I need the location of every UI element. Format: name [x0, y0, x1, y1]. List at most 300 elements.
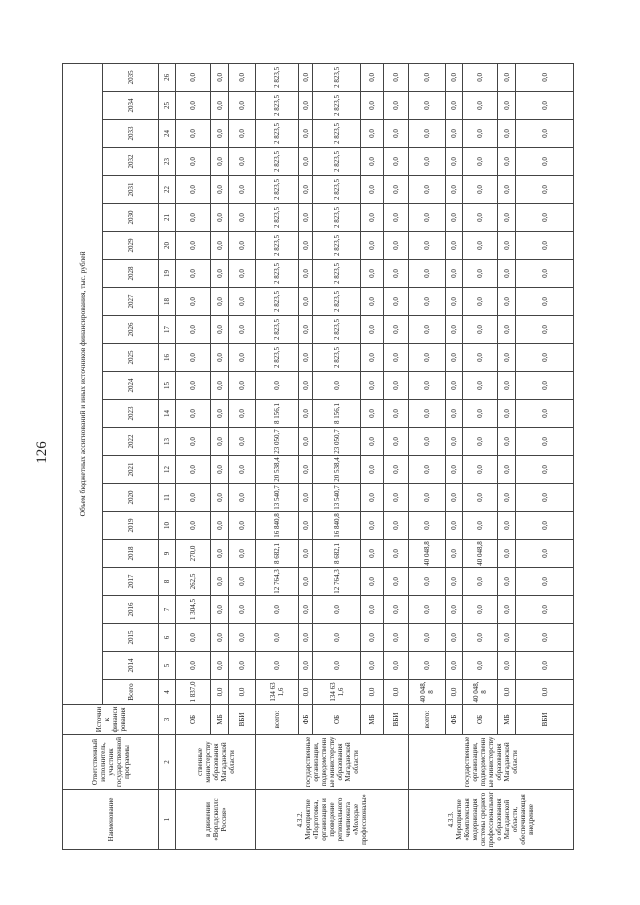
year-value: 2 823,5 [256, 120, 299, 148]
header-year: 2034 [103, 92, 159, 120]
year-value: 0,0 [211, 484, 229, 512]
year-value: 2 823,5 [256, 260, 299, 288]
year-value: 0,0 [361, 428, 384, 456]
year-value: 0,0 [256, 652, 299, 680]
year-value: 0,0 [211, 400, 229, 428]
year-value: 0,0 [516, 148, 574, 176]
column-number: 1 [159, 790, 176, 850]
column-number: 2 [159, 735, 176, 790]
year-value: 0,0 [384, 63, 409, 91]
year-value: 0,0 [299, 484, 313, 512]
year-value: 0,0 [516, 92, 574, 120]
year-value: 0,0 [299, 120, 313, 148]
funding-source: МБ [211, 705, 229, 735]
header-executor: Ответственный исполнитель, участник государственной программы [63, 735, 159, 790]
header-row-title [63, 63, 103, 849]
year-value: 0,0 [361, 260, 384, 288]
year-value: 0,0 [211, 652, 229, 680]
total-value: 0,0 [299, 680, 313, 705]
year-value: 0,0 [176, 288, 211, 316]
year-value: 0,0 [176, 344, 211, 372]
year-value: 0,0 [498, 540, 516, 568]
year-value: 0,0 [463, 568, 498, 596]
measure-name: в движении «Ворлдскиллс Россия» [176, 790, 256, 850]
year-value: 1 304,5 [176, 596, 211, 624]
year-value: 0,0 [361, 652, 384, 680]
year-value: 0,0 [361, 596, 384, 624]
year-value: 0,0 [498, 63, 516, 91]
year-value: 0,0 [384, 652, 409, 680]
year-value: 0,0 [361, 512, 384, 540]
year-value: 0,0 [409, 63, 446, 91]
year-value: 0,0 [176, 400, 211, 428]
year-value: 0,0 [516, 372, 574, 400]
year-value: 40 048,8 [409, 540, 446, 568]
year-value: 12 764,3 [256, 568, 299, 596]
header-source: Источник финансирования [63, 705, 159, 735]
header-year: 2030 [103, 204, 159, 232]
year-value: 0,0 [463, 456, 498, 484]
year-value: 0,0 [176, 232, 211, 260]
header-year: 2020 [103, 484, 159, 512]
year-value: 0,0 [299, 204, 313, 232]
year-value: 0,0 [361, 204, 384, 232]
year-value: 0,0 [211, 624, 229, 652]
funding-source: ОБ [463, 705, 498, 735]
year-value: 0,0 [229, 316, 256, 344]
header-name: Наименование [63, 790, 159, 850]
column-number: 7 [159, 596, 176, 624]
year-value: 0,0 [498, 288, 516, 316]
year-value: 0,0 [229, 148, 256, 176]
year-value: 0,0 [229, 260, 256, 288]
column-number: 13 [159, 428, 176, 456]
year-value: 0,0 [463, 288, 498, 316]
year-value: 0,0 [409, 344, 446, 372]
year-value: 0,0 [384, 204, 409, 232]
year-value: 0,0 [409, 92, 446, 120]
year-value: 2 823,5 [313, 316, 361, 344]
year-value: 0,0 [498, 456, 516, 484]
year-value: 8 156,1 [256, 400, 299, 428]
year-value: 13 540,7 [256, 484, 299, 512]
table-row [446, 63, 463, 849]
year-value: 0,0 [361, 232, 384, 260]
table-row [313, 63, 361, 849]
year-value: 0,0 [446, 260, 463, 288]
year-value: 0,0 [516, 344, 574, 372]
year-value: 0,0 [229, 568, 256, 596]
year-value: 0,0 [256, 372, 299, 400]
funding-source: ОБ [313, 705, 361, 735]
year-value: 0,0 [229, 288, 256, 316]
total-value: 1 837,0 [176, 680, 211, 705]
year-value: 2 823,5 [256, 316, 299, 344]
year-value: 0,0 [229, 428, 256, 456]
year-value: 0,0 [384, 540, 409, 568]
year-value: 0,0 [446, 624, 463, 652]
year-value: 0,0 [498, 344, 516, 372]
year-value: 0,0 [176, 372, 211, 400]
year-value: 0,0 [229, 596, 256, 624]
year-value: 0,0 [229, 344, 256, 372]
year-value: 0,0 [299, 624, 313, 652]
year-value: 0,0 [446, 400, 463, 428]
year-value: 0,0 [211, 344, 229, 372]
header-year: 2029 [103, 232, 159, 260]
year-value: 0,0 [229, 63, 256, 91]
year-value: 0,0 [176, 484, 211, 512]
year-value: 0,0 [516, 428, 574, 456]
year-value: 0,0 [516, 232, 574, 260]
year-value: 0,0 [361, 316, 384, 344]
year-value: 0,0 [299, 568, 313, 596]
table-row [498, 63, 516, 849]
year-value: 0,0 [516, 652, 574, 680]
year-value: 0,0 [229, 92, 256, 120]
funding-source: всего: [409, 705, 446, 735]
year-value: 0,0 [446, 568, 463, 596]
year-value: 20 538,4 [256, 456, 299, 484]
year-value: 270,0 [176, 540, 211, 568]
year-value: 0,0 [409, 428, 446, 456]
header-year: 2019 [103, 512, 159, 540]
header-year: 2018 [103, 540, 159, 568]
year-value: 0,0 [176, 428, 211, 456]
year-value: 0,0 [384, 596, 409, 624]
year-value: 0,0 [211, 148, 229, 176]
year-value: 2 823,5 [256, 92, 299, 120]
year-value: 0,0 [211, 596, 229, 624]
year-value: 0,0 [498, 232, 516, 260]
year-value: 0,0 [409, 260, 446, 288]
year-value: 0,0 [409, 316, 446, 344]
year-value: 0,0 [299, 344, 313, 372]
year-value: 0,0 [446, 652, 463, 680]
year-value: 0,0 [211, 540, 229, 568]
year-value: 0,0 [446, 92, 463, 120]
year-value: 2 823,5 [313, 288, 361, 316]
year-value: 0,0 [463, 344, 498, 372]
column-number: 4 [159, 680, 176, 705]
column-number: 5 [159, 652, 176, 680]
year-value: 0,0 [516, 260, 574, 288]
year-value: 0,0 [211, 568, 229, 596]
year-value: 2 823,5 [313, 232, 361, 260]
year-value: 0,0 [498, 176, 516, 204]
year-value: 0,0 [229, 624, 256, 652]
year-value: 0,0 [176, 92, 211, 120]
table-row [256, 63, 299, 849]
year-value: 0,0 [313, 596, 361, 624]
year-value: 0,0 [361, 344, 384, 372]
year-value: 0,0 [299, 148, 313, 176]
year-value: 0,0 [463, 232, 498, 260]
year-value: 0,0 [498, 372, 516, 400]
column-number: 9 [159, 540, 176, 568]
year-value: 0,0 [384, 316, 409, 344]
year-value: 0,0 [211, 316, 229, 344]
year-value: 0,0 [384, 456, 409, 484]
year-value: 0,0 [516, 316, 574, 344]
year-value: 0,0 [211, 63, 229, 91]
header-year: 2015 [103, 624, 159, 652]
column-number: 16 [159, 344, 176, 372]
year-value: 0,0 [446, 148, 463, 176]
year-value: 0,0 [211, 92, 229, 120]
year-value: 0,0 [176, 456, 211, 484]
year-value: 0,0 [516, 120, 574, 148]
funding-source: ФБ [299, 705, 313, 735]
year-value: 0,0 [176, 512, 211, 540]
year-value: 2 823,5 [313, 344, 361, 372]
year-value: 0,0 [446, 512, 463, 540]
year-value: 0,0 [516, 456, 574, 484]
year-value: 0,0 [299, 372, 313, 400]
year-value: 0,0 [229, 120, 256, 148]
table-row [516, 63, 574, 849]
year-value: 0,0 [384, 232, 409, 260]
year-value: 0,0 [299, 596, 313, 624]
year-value: 16 840,8 [313, 512, 361, 540]
year-value: 0,0 [463, 400, 498, 428]
year-value: 0,0 [229, 456, 256, 484]
year-value: 0,0 [446, 456, 463, 484]
table-row [384, 63, 409, 849]
year-value: 0,0 [463, 316, 498, 344]
year-value: 0,0 [446, 176, 463, 204]
year-value: 2 823,5 [256, 176, 299, 204]
year-value: 0,0 [516, 176, 574, 204]
year-value: 0,0 [409, 484, 446, 512]
year-value: 0,0 [409, 400, 446, 428]
year-value: 0,0 [176, 204, 211, 232]
year-value: 0,0 [463, 92, 498, 120]
year-value: 0,0 [229, 400, 256, 428]
year-value: 0,0 [498, 260, 516, 288]
table-row [176, 63, 211, 849]
year-value: 2 823,5 [256, 232, 299, 260]
year-value: 0,0 [313, 624, 361, 652]
funding-source: ВБИ [384, 705, 409, 735]
column-number: 14 [159, 400, 176, 428]
header-year: 2016 [103, 596, 159, 624]
year-value: 0,0 [384, 344, 409, 372]
total-value: 40 048,8 [409, 680, 446, 705]
year-value: 8 682,1 [256, 540, 299, 568]
year-value: 0,0 [361, 400, 384, 428]
year-value: 0,0 [463, 372, 498, 400]
year-value: 0,0 [446, 232, 463, 260]
year-value: 0,0 [361, 540, 384, 568]
year-value: 0,0 [498, 484, 516, 512]
year-value: 0,0 [176, 120, 211, 148]
year-value: 0,0 [446, 344, 463, 372]
year-value: 0,0 [361, 372, 384, 400]
year-value: 0,0 [446, 120, 463, 148]
year-value: 0,0 [299, 288, 313, 316]
column-number: 12 [159, 456, 176, 484]
year-value: 0,0 [229, 232, 256, 260]
year-value: 2 823,5 [256, 63, 299, 91]
year-value: 0,0 [409, 512, 446, 540]
column-number: 20 [159, 232, 176, 260]
header-year: 2024 [103, 372, 159, 400]
funding-source: ФБ [446, 705, 463, 735]
year-value: 0,0 [463, 204, 498, 232]
year-value: 0,0 [463, 596, 498, 624]
total-value: 0,0 [516, 680, 574, 705]
year-value: 0,0 [463, 652, 498, 680]
total-value: 0,0 [361, 680, 384, 705]
year-value: 0,0 [176, 316, 211, 344]
year-value: 0,0 [498, 148, 516, 176]
year-value: 0,0 [409, 568, 446, 596]
measure-name: 4.3.3. Мероприятие «Комплексная модернизация системы среднего профессионального образования Магаданской области, обеспечивающая внедрение [409, 790, 574, 850]
year-value: 262,5 [176, 568, 211, 596]
measure-name: 4.3.2. Мероприятие «Подготовка, организация и проведение регионального чемпионата «Молодые профессионалы» [256, 790, 409, 850]
year-value: 0,0 [446, 428, 463, 456]
year-value: 0,0 [361, 568, 384, 596]
column-number: 26 [159, 63, 176, 91]
header-year: 2035 [103, 63, 159, 91]
year-value: 13 540,7 [313, 484, 361, 512]
year-value: 0,0 [409, 624, 446, 652]
header-total: Всего [103, 680, 159, 705]
column-number: 6 [159, 624, 176, 652]
year-value: 0,0 [446, 372, 463, 400]
year-value: 23 050,7 [256, 428, 299, 456]
year-value: 0,0 [463, 512, 498, 540]
total-value: 0,0 [384, 680, 409, 705]
year-value: 0,0 [176, 148, 211, 176]
funding-source: всего: [256, 705, 299, 735]
year-value: 16 840,8 [256, 512, 299, 540]
year-value: 8 156,1 [313, 400, 361, 428]
year-value: 0,0 [211, 176, 229, 204]
responsible-executor: ственные министерству образования Магаданской области [176, 735, 256, 790]
year-value: 0,0 [409, 176, 446, 204]
year-value: 0,0 [498, 428, 516, 456]
year-value: 0,0 [463, 484, 498, 512]
year-value: 0,0 [384, 428, 409, 456]
year-value: 0,0 [299, 63, 313, 91]
year-value: 0,0 [384, 176, 409, 204]
year-value: 0,0 [313, 372, 361, 400]
column-number: 17 [159, 316, 176, 344]
year-value: 0,0 [463, 148, 498, 176]
column-number: 15 [159, 372, 176, 400]
header-year: 2031 [103, 176, 159, 204]
responsible-executor: государственные организации, подведомственные министерству образования Магаданской области [256, 735, 409, 790]
year-value: 0,0 [516, 204, 574, 232]
year-value: 0,0 [299, 456, 313, 484]
year-value: 0,0 [409, 372, 446, 400]
funding-source: ВБИ [516, 705, 574, 735]
year-value: 0,0 [211, 260, 229, 288]
column-number: 25 [159, 92, 176, 120]
year-value: 2 823,5 [256, 204, 299, 232]
year-value: 0,0 [384, 512, 409, 540]
column-number: 18 [159, 288, 176, 316]
year-value: 0,0 [299, 652, 313, 680]
year-value: 0,0 [211, 232, 229, 260]
year-value: 0,0 [384, 624, 409, 652]
year-value: 0,0 [516, 512, 574, 540]
table-row [299, 63, 313, 849]
year-value: 0,0 [176, 63, 211, 91]
header-year: 2021 [103, 456, 159, 484]
column-number: 10 [159, 512, 176, 540]
column-number: 24 [159, 120, 176, 148]
year-value: 2 823,5 [313, 63, 361, 91]
year-value: 0,0 [516, 288, 574, 316]
funding-table [62, 63, 574, 850]
year-value: 0,0 [463, 428, 498, 456]
year-value: 0,0 [516, 540, 574, 568]
table-row [463, 63, 498, 849]
year-value: 0,0 [176, 260, 211, 288]
year-value: 0,0 [516, 568, 574, 596]
year-value: 0,0 [516, 400, 574, 428]
year-value: 0,0 [176, 176, 211, 204]
year-value: 2 823,5 [256, 288, 299, 316]
year-value: 0,0 [498, 568, 516, 596]
year-value: 23 050,7 [313, 428, 361, 456]
total-value: 0,0 [498, 680, 516, 705]
year-value: 0,0 [409, 596, 446, 624]
year-value: 0,0 [211, 204, 229, 232]
header-year: 2033 [103, 120, 159, 148]
year-value: 0,0 [498, 400, 516, 428]
year-value: 12 764,3 [313, 568, 361, 596]
header-year: 2022 [103, 428, 159, 456]
year-value: 0,0 [516, 596, 574, 624]
year-value: 0,0 [384, 288, 409, 316]
total-value: 134 631,6 [313, 680, 361, 705]
year-value: 0,0 [446, 63, 463, 91]
header-year: 2027 [103, 288, 159, 316]
year-value: 0,0 [446, 484, 463, 512]
header-year: 2026 [103, 316, 159, 344]
year-value: 2 823,5 [256, 148, 299, 176]
header-funding-title: Объем бюджетных ассигнований и иных источников финансирования, тыс. рублей [63, 63, 103, 704]
year-value: 0,0 [299, 428, 313, 456]
column-number: 22 [159, 176, 176, 204]
table-row [361, 63, 384, 849]
year-value: 0,0 [361, 484, 384, 512]
year-value: 40 048,8 [463, 540, 498, 568]
year-value: 0,0 [384, 92, 409, 120]
year-value: 0,0 [463, 176, 498, 204]
column-number: 21 [159, 204, 176, 232]
year-value: 0,0 [498, 92, 516, 120]
year-value: 2 823,5 [313, 148, 361, 176]
year-value: 2 823,5 [256, 344, 299, 372]
total-value: 0,0 [211, 680, 229, 705]
table-row [229, 63, 256, 849]
year-value: 0,0 [409, 204, 446, 232]
year-value: 0,0 [211, 120, 229, 148]
year-value: 2 823,5 [313, 176, 361, 204]
year-value: 0,0 [313, 652, 361, 680]
total-value: 0,0 [229, 680, 256, 705]
year-value: 0,0 [256, 596, 299, 624]
year-value: 0,0 [409, 456, 446, 484]
header-year: 2014 [103, 652, 159, 680]
year-value: 0,0 [409, 288, 446, 316]
year-value: 0,0 [498, 120, 516, 148]
